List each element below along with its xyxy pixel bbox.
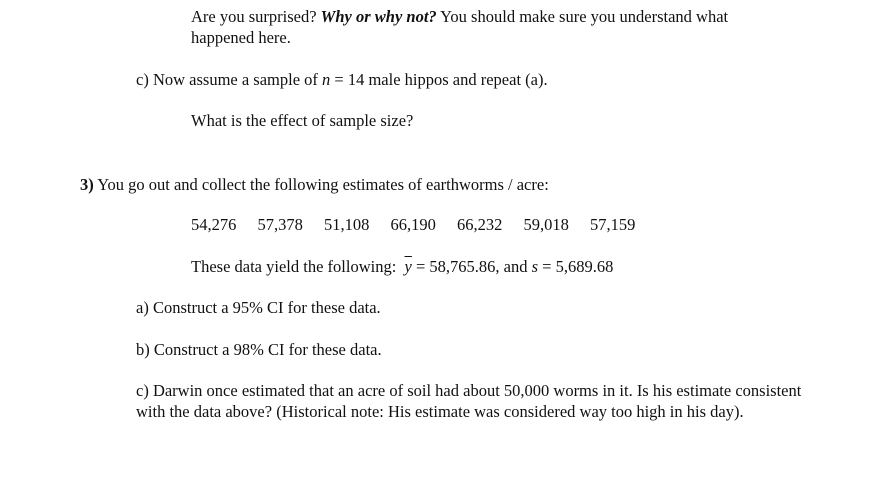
- data-value: 59,018: [523, 215, 569, 234]
- q2b-line1: [191, 6, 728, 27]
- q3-intro-text: You go out and collect the following estimates of earthworms / acre:: [93, 175, 549, 194]
- q3-summary-end: = 5,689.68: [538, 257, 614, 276]
- data-value: 66,190: [390, 215, 436, 234]
- q2b-line2: happened here.: [191, 28, 291, 47]
- q2c-eq: = 14 male hippos and repeat (a).: [330, 70, 548, 89]
- q2c-var-n: n: [322, 70, 331, 89]
- q3-part-a: a) Construct a 95% CI for these data.: [136, 298, 381, 317]
- q3-number: 3): [80, 175, 94, 194]
- q2c-followup: What is the effect of sample size?: [191, 111, 414, 130]
- q3-intro: [80, 174, 549, 195]
- ybar-symbol: $\overline{y}$: [404, 257, 412, 276]
- data-value: 54,276: [191, 215, 237, 234]
- q3-summary: [191, 256, 613, 277]
- q3-part-c: c) Darwin once estimated that an acre of soil had about 50,000 worms in it. Is his estimate consistent with the data above? (Historical note: His estimate was considered way too high in his day).: [136, 381, 802, 421]
- q3-summary-prefix: These data yield the following:: [191, 257, 405, 276]
- data-value: 57,378: [257, 215, 303, 234]
- q3-data-values: [191, 214, 635, 235]
- q2c-prompt: [136, 69, 548, 90]
- q3-summary-mid: = 58,765.86, and: [411, 257, 532, 276]
- q2b-instruction: You should make sure you understand what: [440, 7, 729, 26]
- data-value: 57,159: [590, 215, 636, 234]
- s-symbol: s: [531, 257, 539, 276]
- q2b-question: Are you surprised?: [191, 7, 317, 26]
- q3-part-b: b) Construct a 98% CI for these data.: [136, 340, 382, 359]
- q2b-emphasis: Why or why not?: [320, 7, 437, 26]
- data-value: 66,232: [457, 215, 503, 234]
- q2c-prefix: c) Now assume a sample of: [136, 70, 318, 89]
- data-value: 51,108: [324, 215, 370, 234]
